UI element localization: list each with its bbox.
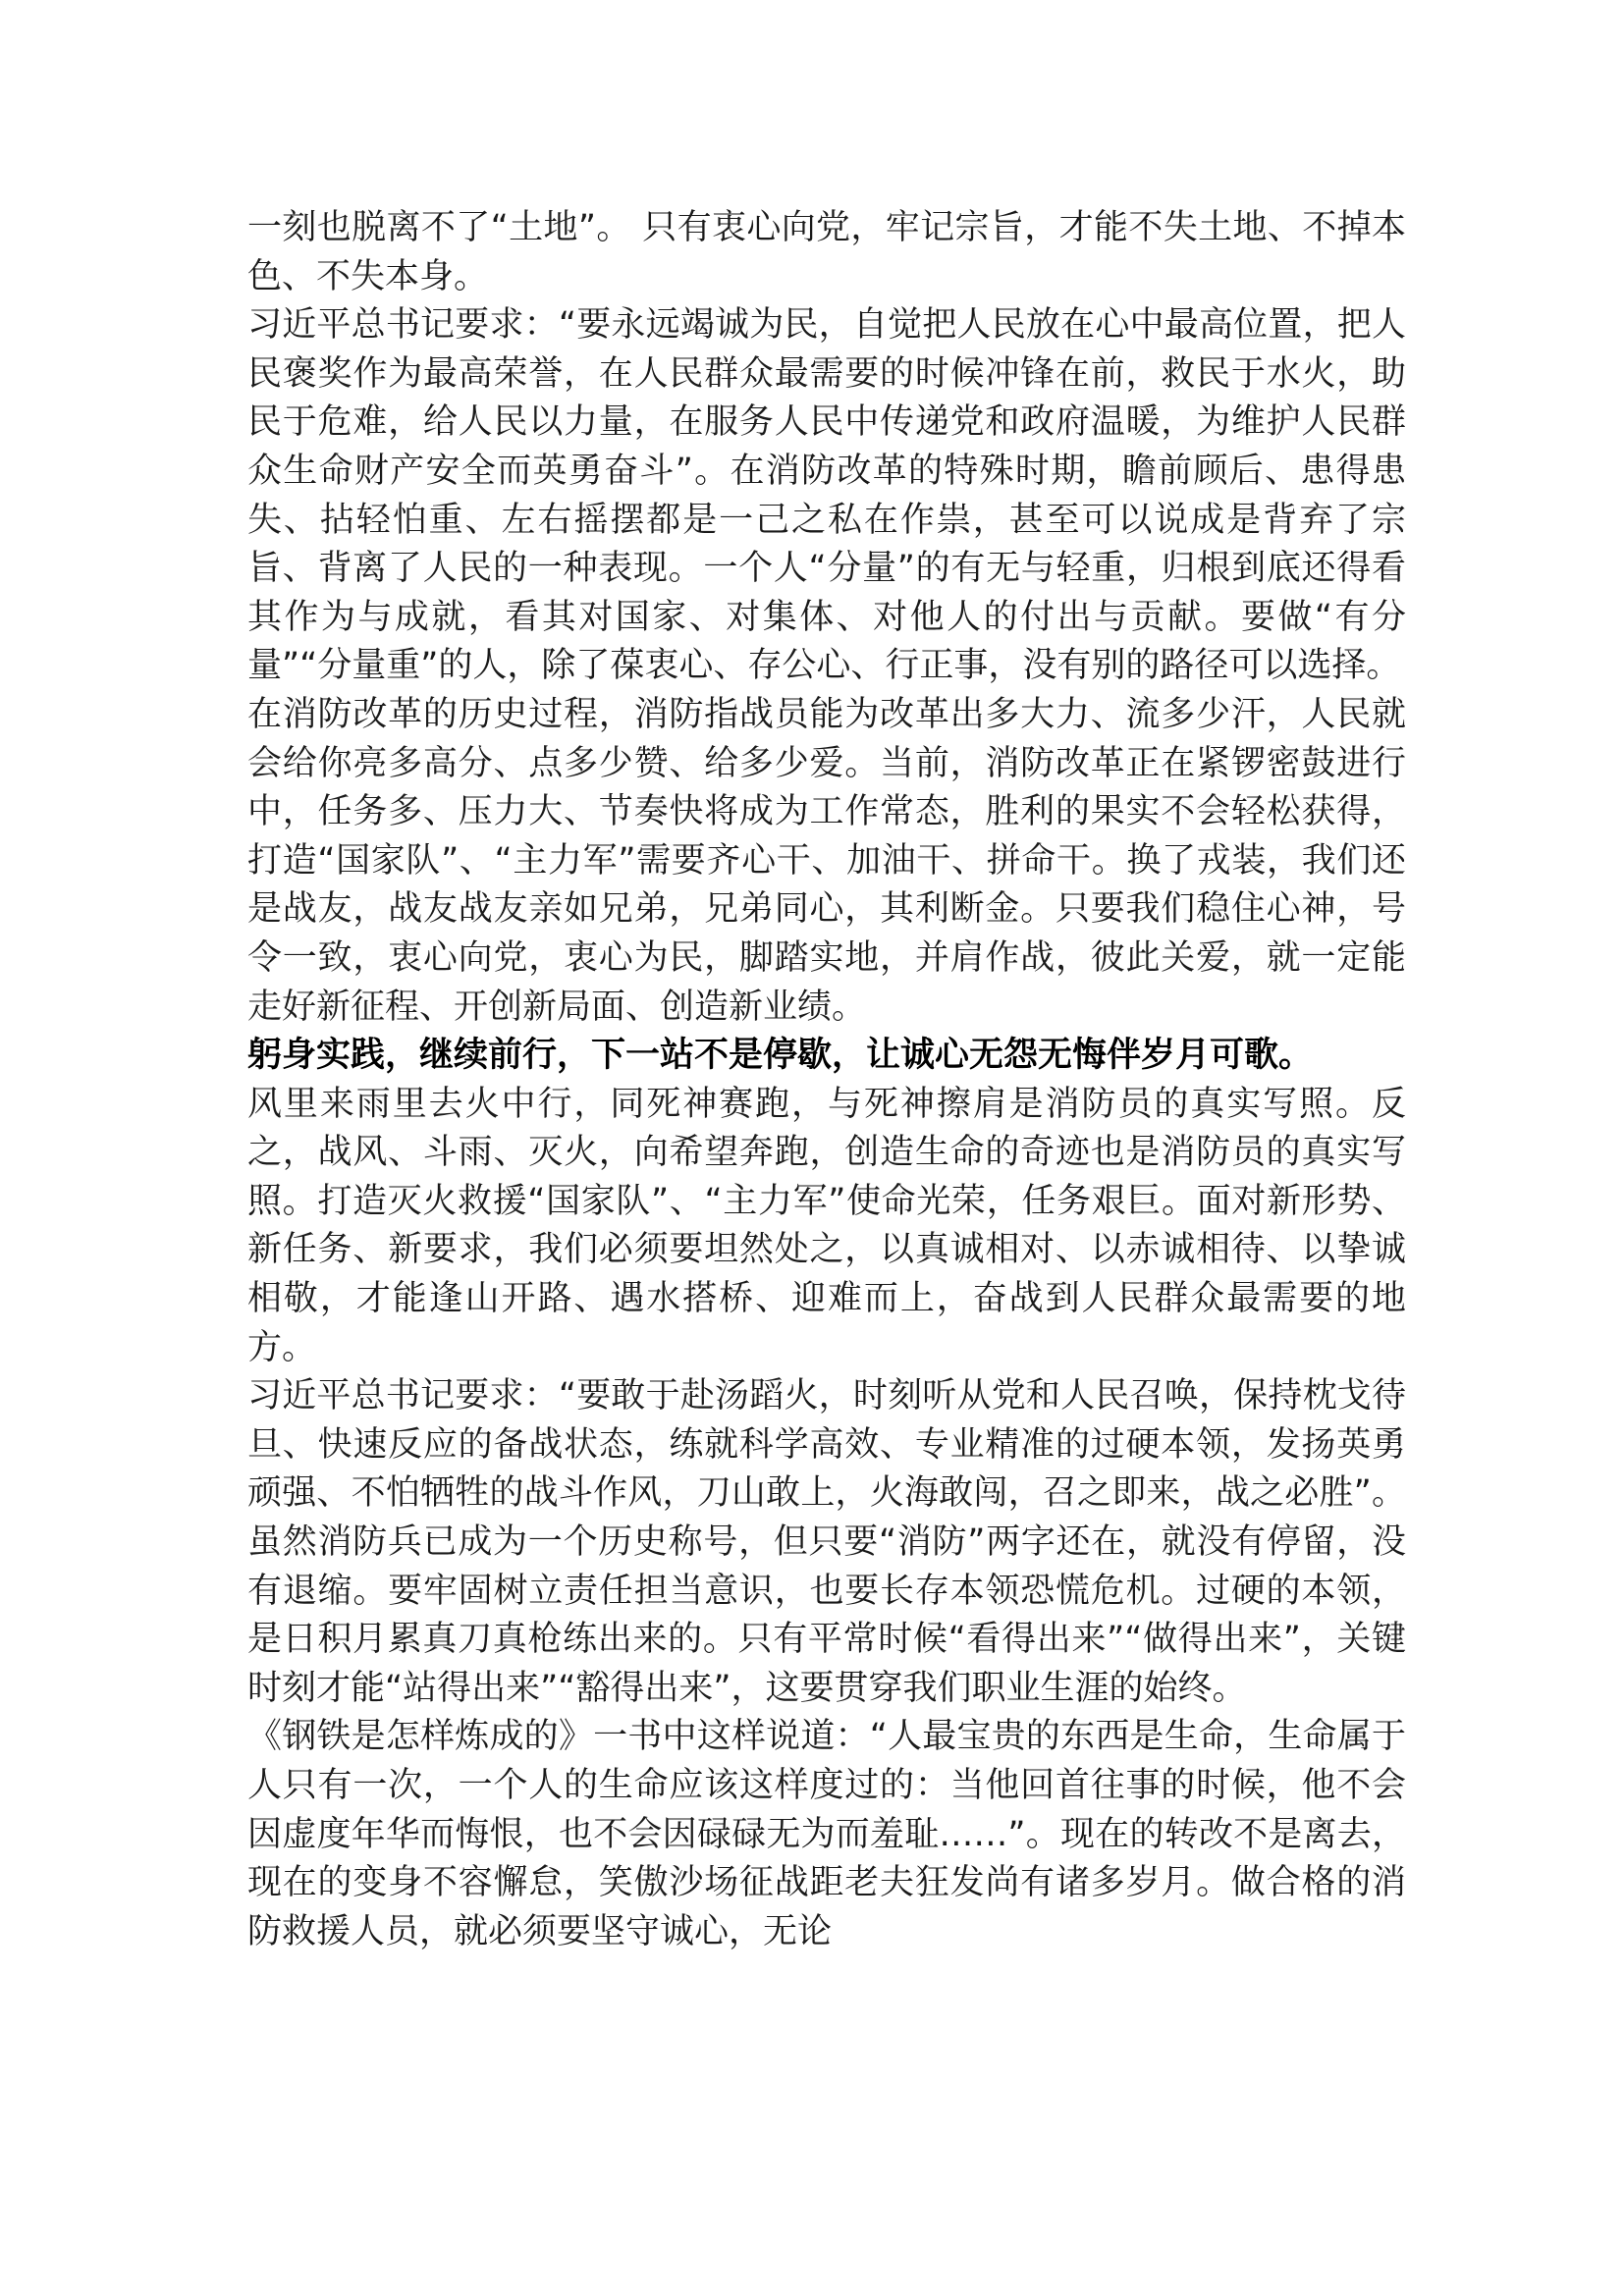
- paragraph-4: 风里来雨里去火中行，同死神赛跑，与死神擦肩是消防员的真实写照。反之，战风、斗雨、灭火，向希望奔跑，创造生命的奇迹也是消防员的真实写照。打造灭火救援“国家队”、“主力军”使命光荣，任务艰巨。面对新形势、新任务、新要求，我们必须要坦然处之，以真诚相对、以赤诚相待、以挚诚相敬，才能逢山开路、遇水搭桥、迎难而上，奋战到人民群众最需要的地方。: [247, 1084, 1406, 1367]
- paragraph-2: 习近平总书记要求：“要永远竭诚为民，自觉把人民放在心中最高位置，把人民褒奖作为最高荣誉，在人民群众最需要的时候冲锋在前，救民于水火，助民于危难，给人民以力量，在服务人民中传递党和政府温暖，为维护人民群众生命财产安全而英勇奋斗”。在消防改革的特殊时期，瞻前顾后、患得患失、拈轻怕重、左右摇摆都是一己之私在作祟，甚至可以说成是背弃了宗旨、背离了人民的一种表现。一个人“分量”的有无与轻重，归根到底还得看其作为与成就，看其对国家、对集体、对他人的付出与贡献。要做“有分量”“分量重”的人，除了葆衷心、存公心、行正事，没有别的路径可以选择。: [247, 305, 1406, 686]
- section-heading: 躬身实践，继续前行，下一站不是停歇，让诚心无怨无悔伴岁月可歌。: [247, 1036, 1314, 1076]
- paragraph-6: 《钢铁是怎样炼成的》一书中这样说道：“人最宝贵的东西是生命，生命属于人只有一次，一个人的生命应该这样度过的：当他回首往事的时候，他不会因虚度年华而悔恨，也不会因碌碌无为而羞耻……”。现在的转改不是离去，现在的变身不容懈怠，笑傲沙场征战距老夫狂发尚有诸多岁月。做合格的消防救援人员，就必须要坚守诚心，无论: [247, 1717, 1406, 1951]
- document-page: [247, 204, 1406, 1956]
- paragraph-5: 习近平总书记要求：“要敢于赴汤蹈火，时刻听从党和人民召唤，保持枕戈待旦、快速反应的备战状态，练就科学高效、专业精准的过硬本领，发扬英勇顽强、不怕牺牲的战斗作风，刀山敢上，火海敢闯，召之即来，战之必胜”。虽然消防兵已成为一个历史称号，但只要“消防”两字还在，就没有停留，没有退缩。要牢固树立责任担当意识，也要长存本领恐慌危机。过硬的本领，是日积月累真刀真枪练出来的。只有平常时候“看得出来”“做得出来”，关键时刻才能“站得出来”“豁得出来”，这要贯穿我们职业生涯的始终。: [247, 1376, 1406, 1708]
- paragraph-1: 一刻也脱离不了“土地”。 只有衷心向党，牢记宗旨，才能不失土地、不掉本色、不失本身。: [247, 208, 1406, 296]
- paragraph-3: 在消防改革的历史过程，消防指战员能为改革出多大力、流多少汗，人民就会给你亮多高分、点多少赞、给多少爱。当前，消防改革正在紧锣密鼓进行中，任务多、压力大、节奏快将成为工作常态，胜利的果实不会轻松获得，打造“国家队”、“主力军”需要齐心干、加油干、拼命干。换了戎装，我们还是战友，战友战友亲如兄弟，兄弟同心，其利断金。只要我们稳住心神，号令一致，衷心向党，衷心为民，脚踏实地，并肩作战，彼此关爱，就一定能走好新征程、开创新局面、创造新业绩。: [247, 694, 1406, 1027]
